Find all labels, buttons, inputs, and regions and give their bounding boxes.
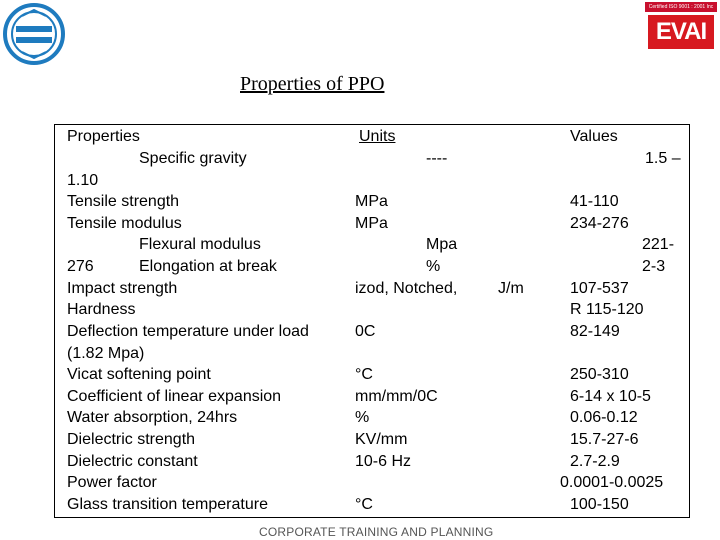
value-cell: 100-150 <box>570 496 629 513</box>
property-cell: Deflection temperature under load <box>67 323 309 340</box>
unit-cell: Mpa <box>426 236 458 253</box>
property-cell: Glass transition temperature <box>67 496 268 513</box>
value-cell: 221- <box>642 236 675 253</box>
property-cell: Vicat softening point <box>67 366 211 383</box>
property-cell: Hardness <box>67 301 136 318</box>
property-cell: Power factor <box>67 474 157 491</box>
value-cell: 2-3 <box>642 258 666 275</box>
cipet-logo <box>2 2 66 66</box>
property-cell: (1.82 Mpa) <box>67 345 145 362</box>
unit-cell: izod, Notched, <box>355 280 458 297</box>
value-cell: 107-537 <box>570 280 629 297</box>
property-cell: Elongation at break <box>139 258 277 275</box>
value-cell: 2.7-2.9 <box>570 453 620 470</box>
property-cell: Tensile modulus <box>67 215 182 232</box>
value-cell: 0.06-0.12 <box>570 409 638 426</box>
unit-cell: MPa <box>355 193 388 210</box>
value-cell: 41-110 <box>570 193 619 210</box>
value-cell: 82-149 <box>570 323 620 340</box>
value-cell: 6-14 x 10-5 <box>570 388 651 405</box>
property-cell: Tensile strength <box>67 193 180 210</box>
value-cell: 1.5 – <box>645 150 681 167</box>
property-cell: Flexural modulus <box>139 236 261 253</box>
header-units: Units <box>359 128 396 145</box>
unit-cell: 0C <box>355 323 376 340</box>
value-cell: R 115-120 <box>570 301 644 318</box>
value-cell: 15.7-27-6 <box>570 431 639 448</box>
unit-cell: ---- <box>426 150 448 167</box>
certification-banner: Certified ISO 9001 : 2001 Inc <box>645 2 717 12</box>
unit-cell: J/m <box>498 280 524 297</box>
property-cell: 276 <box>67 258 94 275</box>
header-properties: Properties <box>67 128 140 145</box>
property-cell: Water absorption, 24hrs <box>67 409 238 426</box>
header-values: Values <box>570 128 618 145</box>
value-cell: 234-276 <box>570 215 629 232</box>
property-cell: Coefficient of linear expansion <box>67 388 282 405</box>
unit-cell: 10-6 Hz <box>355 453 412 470</box>
unit-cell: KV/mm <box>355 431 408 448</box>
value-cell: 250-310 <box>570 366 629 383</box>
value-cell: 0.0001-0.0025 <box>560 474 664 491</box>
unit-cell: °C <box>355 496 373 513</box>
property-cell: Impact strength <box>67 280 178 297</box>
footer-text: CORPORATE TRAINING AND PLANNING <box>259 525 494 539</box>
property-cell: Specific gravity <box>139 150 247 167</box>
page-title: Properties of PPO <box>240 73 385 95</box>
property-cell: Dielectric strength <box>67 431 196 448</box>
unit-cell: mm/mm/0C <box>355 388 438 405</box>
unit-cell: % <box>426 258 441 275</box>
brand-logo: EVAI <box>648 15 714 49</box>
property-cell: 1.10 <box>67 172 99 189</box>
unit-cell: % <box>355 409 370 426</box>
unit-cell: °C <box>355 366 373 383</box>
unit-cell: MPa <box>355 215 388 232</box>
property-cell: Dielectric constant <box>67 453 198 470</box>
